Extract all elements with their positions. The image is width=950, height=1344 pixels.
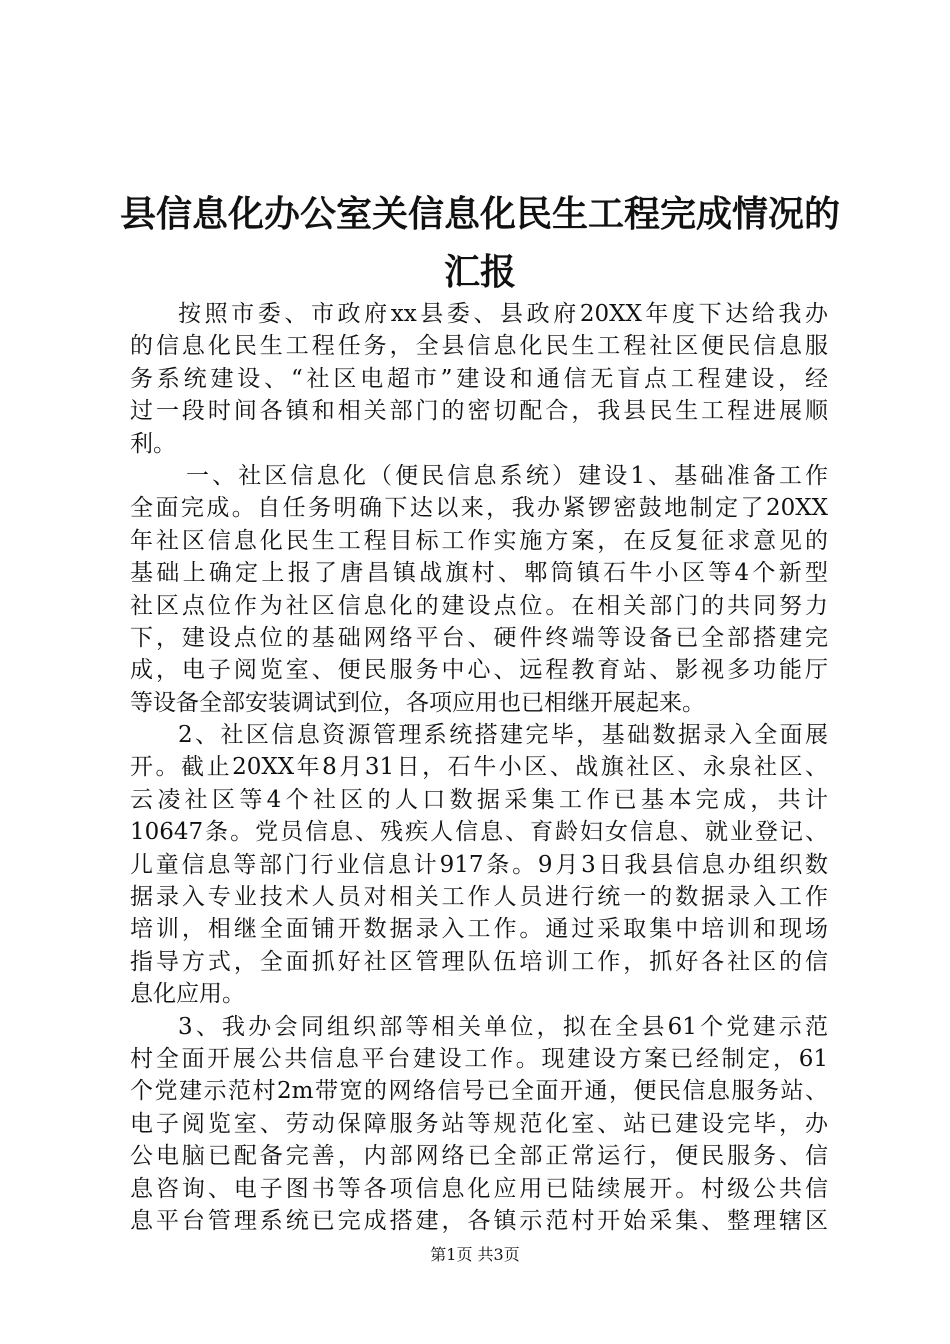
text-line: 全面完成。自任务明确下达以来，我办紧锣密鼓地制定了20XX <box>130 495 828 522</box>
text-line: 电子阅览室、劳动保障服务站等规范化室、站已建设完毕，办 <box>130 1110 828 1137</box>
text-line: 培训，相继全面铺开数据录入工作。通过采取集中培训和现场 <box>130 916 828 943</box>
text-line: 社区点位作为社区信息化的建设点位。在相关部门的共同努力 <box>130 592 828 619</box>
text-line: 公电脑已配备完善，内部网络已全部正常运行，便民服务、信 <box>130 1143 828 1170</box>
text-line: 个党建示范村2m带宽的网络信号已全面开通，便民信息服务站、 <box>130 1078 828 1105</box>
text-line: 成，电子阅览室、便民服务中心、远程教育站、影视多功能厅 <box>130 657 828 684</box>
document-title-line-2: 汇报 <box>443 251 516 293</box>
text-line: 息化应用。 <box>130 981 245 1008</box>
text-line: 息平台管理系统已完成搭建，各镇示范村开始采集、整理辖区 <box>130 1207 828 1234</box>
text-line: 按照市委、市政府xx县委、县政府20XX年度下达给我办 <box>178 301 828 327</box>
paragraph <box>130 460 828 719</box>
text-line: 年社区信息化民生工程目标工作实施方案，在反复征求意见的 <box>130 527 828 554</box>
text-line: 等设备全部安装调试到位，各项应用也已相继开展起来。 <box>130 689 705 716</box>
text-line: 开。截止20XX年8月31日，石牛小区、战旗社区、永泉社区、 <box>130 754 828 781</box>
document-title-line-1: 县信息化办公室关信息化民生工程完成情况的 <box>120 193 841 235</box>
paragraph <box>130 298 828 460</box>
paragraph <box>130 719 828 1011</box>
document-body <box>130 298 828 1237</box>
text-line: 基础上确定上报了唐昌镇战旗村、郫筒镇石牛小区等4个新型 <box>130 560 828 587</box>
text-line: 村全面开展公共信息平台建设工作。现建设方案已经制定，61 <box>130 1045 828 1072</box>
text-line: 指导方式，全面抓好社区管理队伍培训工作，抓好各社区的信 <box>130 948 828 975</box>
text-line: 儿童信息等部门行业信息计917条。9月3日我县信息办组织数 <box>130 851 828 878</box>
text-line: 下，建设点位的基础网络平台、硬件终端等设备已全部搭建完 <box>130 624 828 651</box>
text-line: 务系统建设、“社区电超市”建设和通信无盲点工程建设，经 <box>130 365 828 392</box>
text-line: 的信息化民生工程任务，全县信息化民生工程社区便民信息服 <box>130 333 828 360</box>
text-line: 云凌社区等4个社区的人口数据采集工作已基本完成，共计 <box>130 786 828 813</box>
text-line: 据录入专业技术人员对相关工作人员进行统一的数据录入工作 <box>130 884 828 911</box>
text-line: 利。 <box>130 430 176 457</box>
text-line: 一、社区信息化（便民信息系统）建设1、基础准备工作 <box>186 462 828 489</box>
text-line: 3、我办会同组织部等相关单位，拟在全县61个党建示范 <box>178 1013 828 1040</box>
paragraph <box>130 1011 828 1238</box>
text-line: 2、社区信息资源管理系统搭建完毕，基础数据录入全面展 <box>178 722 828 749</box>
text-line: 息咨询、电子图书等各项信息化应用已陆续展开。村级公共信 <box>130 1175 828 1202</box>
page-number-footer: 第1页 共3页 <box>430 1245 520 1264</box>
text-line: 过一段时间各镇和相关部门的密切配合，我县民生工程进展顺 <box>130 398 828 425</box>
text-line: 10647条。党员信息、残疾人信息、育龄妇女信息、就业登记、 <box>130 819 828 846</box>
